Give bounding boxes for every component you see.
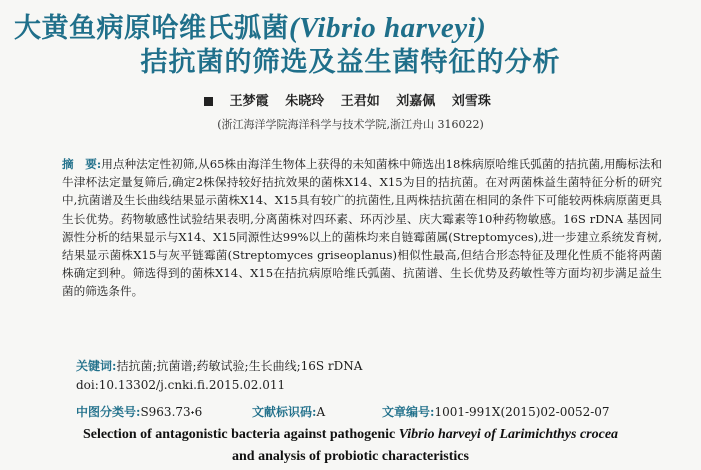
english-title-text: Selection of antagonistic bacteria against pathogenic	[82, 427, 399, 442]
doi: doi:10.13302/j.cnki.fi.2015.02.011	[76, 378, 286, 392]
english-title-line-2: and analysis of probiotic characteristics	[232, 449, 469, 464]
keywords-text: 拮抗菌;抗菌谱;药敏试验;生长曲线;16S rDNA	[116, 359, 363, 373]
author-name: 王君如	[340, 94, 380, 109]
keywords-label: 关键词:	[76, 359, 117, 373]
author-name: 朱晓玲	[285, 94, 325, 109]
article-number: 文章编号:1001-991X(2015)02-0052-07	[382, 405, 610, 419]
english-title-species: Vibrio harveyi of Larimichthys crocea	[398, 427, 619, 442]
author-name: 刘嘉佩	[396, 94, 436, 109]
affiliation: (浙江海洋学院海洋科学与技术学院,浙江舟山 316022)	[217, 118, 484, 131]
square-bullet-icon	[204, 97, 213, 106]
author-name: 王梦霞	[229, 94, 269, 109]
english-title-line-1	[0, 427, 701, 443]
title-latin-name: (Vibrio harveyi)	[289, 12, 487, 44]
document-code: 文献标识码:A	[252, 405, 326, 419]
abstract-text: 用点种法定性初筛,从65株由海洋生物体上获得的未知菌株中筛选出18株病原哈维氏弧菌的拮抗菌,用酶标法和牛津杯法定量复筛后,确定2株保持较好拮抗效果的菌株X14、X15为目的拮抗菌。在对两菌株益生菌特征分析的研究中,抗菌谱及生长曲线结果显示菌株X14、X15具有较广的抗菌性,且两株拮抗菌在相同的条件下可能较两株病原菌更具生长优势。药物敏感性试验结果表明,分离菌株对四环素、环丙沙星、庆大霉素等10种药物敏感。16S rDNA 基因同源性分析的结果显示与X14、X15同源性达99%以上的菌株均来自链霉菌属(Streptomyces),进一步建立系统发育树,结果显示菌株X15与灰平链霉菌(Streptomyces griseoplanus)相似性最高,但结合形态特征及理化性质不能将两菌株确定到种。筛选得到的菌株X14、X15在拮抗病原哈维氏弧菌、抗菌谱、生长优势及药敏性等方面均初步满足益生菌的筛选条件。	[62, 157, 662, 299]
keywords	[76, 357, 362, 374]
clc-number: 中图分类号:S963.73˖6	[76, 405, 203, 419]
title-chinese: 大黄鱼病原哈维氏弧菌	[14, 13, 289, 44]
title-line-2: 拮抗菌的筛选及益生菌特征的分析	[140, 47, 561, 78]
abstract	[62, 155, 662, 301]
author-list	[0, 90, 701, 109]
abstract-label: 摘 要:	[62, 157, 102, 171]
author-name: 刘雪珠	[451, 94, 491, 109]
